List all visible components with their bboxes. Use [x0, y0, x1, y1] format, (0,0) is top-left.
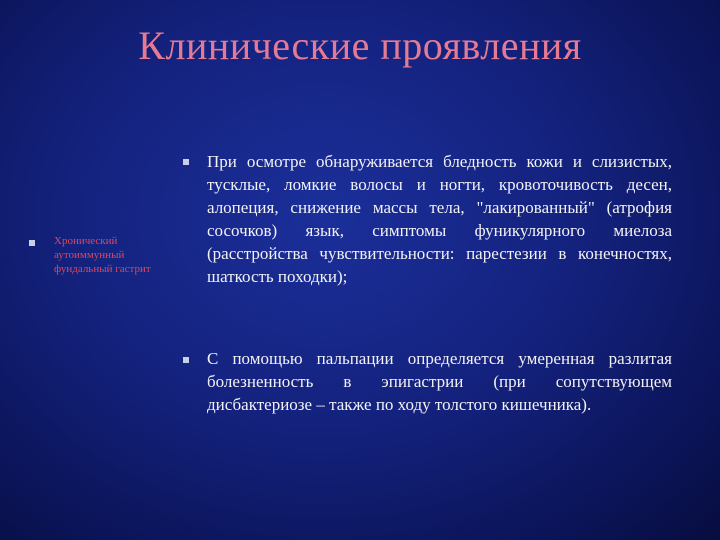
slide-title: Клинические проявления — [138, 23, 582, 68]
bullet-square-icon — [183, 357, 189, 363]
right-column-item-examination: При осмотре обнаруживается бледность кожи и слизистых, тусклые, ломкие волосы и ногти, кровоточивость десен, алопеция, снижение массы тела, "лакированный" (атрофия сосочков) язык, симптомы фуникулярного миелоза (расстройства чувствительности: парестезии в конечностях, шаткость походки); — [207, 152, 672, 286]
right-column-item-palpation: С помощью пальпации определяется умеренная разлитая болезненность в эпигастрии (при сопутствующем дисбактериозе – также по ходу толстого кишечника). — [207, 349, 672, 414]
bullet-square-icon — [29, 240, 35, 246]
bullet-square-icon — [183, 159, 189, 165]
left-column-item: Хронический аутоиммунный фундальный гастрит — [54, 235, 151, 275]
